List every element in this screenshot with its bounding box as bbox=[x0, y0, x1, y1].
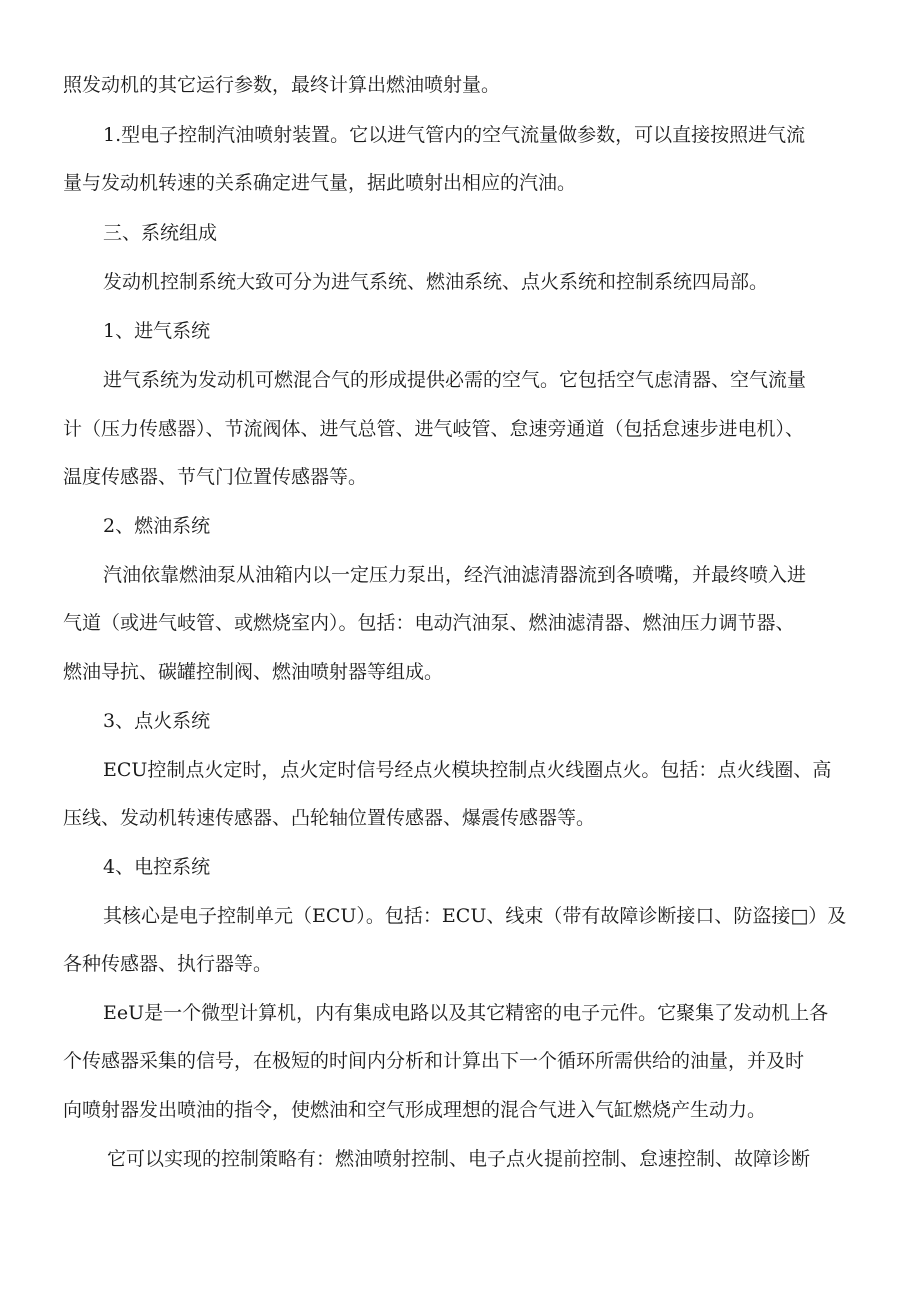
text-line-20: EeU是一个微型计算机，内有集成电路以及其它精密的电子元件。它聚集了发动机上各 bbox=[103, 1002, 829, 1024]
subheading-electronic-control-system: 4、电控系统 bbox=[103, 856, 211, 878]
text-line-15: ECU控制点火定时，点火定时信号经点火模块控制点火线圈点火。包括：点火线圈、高 bbox=[103, 759, 832, 781]
section-heading-system-composition: 三、系统组成 bbox=[103, 222, 218, 244]
text-line-13: 燃油导抗、碳罐控制阀、燃油喷射器等组成。 bbox=[63, 661, 444, 683]
text-line-11: 汽油依靠燃油泵从油箱内以一定压力泵出，经汽油滤清器流到各喷嘴，并最终喷入进 bbox=[103, 564, 807, 586]
text-line-18: 其核心是电子控制单元（ECU）。包括：ECU、线束（带有故障诊断接口、防盗接□）及 bbox=[103, 905, 847, 927]
text-line-9: 温度传感器、节气门位置传感器等。 bbox=[63, 466, 368, 488]
text-line-8: 计（压力传感器）、节流阀体、进气总管、进气岐管、怠速旁通道（包括怠速步进电机）、 bbox=[63, 418, 805, 440]
text-line-22: 向喷射器发出喷油的指令，使燃油和空气形成理想的混合气进入气缸燃烧产生动力。 bbox=[63, 1099, 767, 1121]
text-line-5: 发动机控制系统大致可分为进气系统、燃油系统、点火系统和控制系统四局部。 bbox=[103, 271, 769, 293]
text-line-21: 个传感器采集的信号，在极短的时间内分析和计算出下一个循环所需供给的油量，并及时 bbox=[63, 1050, 805, 1072]
text-line-1: 照发动机的其它运行参数，最终计算出燃油喷射量。 bbox=[63, 74, 501, 96]
text-line-16: 压线、发动机转速传感器、凸轮轴位置传感器、爆震传感器等。 bbox=[63, 807, 596, 829]
text-line-23: 它可以实现的控制策略有：燃油喷射控制、电子点火提前控制、怠速控制、故障诊断 bbox=[107, 1148, 811, 1170]
text-line-19: 各种传感器、执行器等。 bbox=[63, 953, 273, 975]
subheading-ignition-system: 3、点火系统 bbox=[103, 710, 211, 732]
text-line-3: 量与发动机转速的关系确定进气量，据此喷射出相应的汽油。 bbox=[63, 172, 577, 194]
subheading-fuel-system: 2、燃油系统 bbox=[103, 515, 211, 537]
text-line-7: 进气系统为发动机可燃混合气的形成提供必需的空气。它包括空气虑清器、空气流量 bbox=[103, 369, 807, 391]
text-line-2: 1.型电子控制汽油喷射装置。它以进气管内的空气流量做参数，可以直接按照进气流 bbox=[103, 124, 806, 146]
subheading-intake-system: 1、进气系统 bbox=[103, 320, 211, 342]
text-line-12: 气道（或进气岐管、或燃烧室内）。包括：电动汽油泵、燃油滤清器、燃油压力调节器、 bbox=[63, 612, 795, 634]
